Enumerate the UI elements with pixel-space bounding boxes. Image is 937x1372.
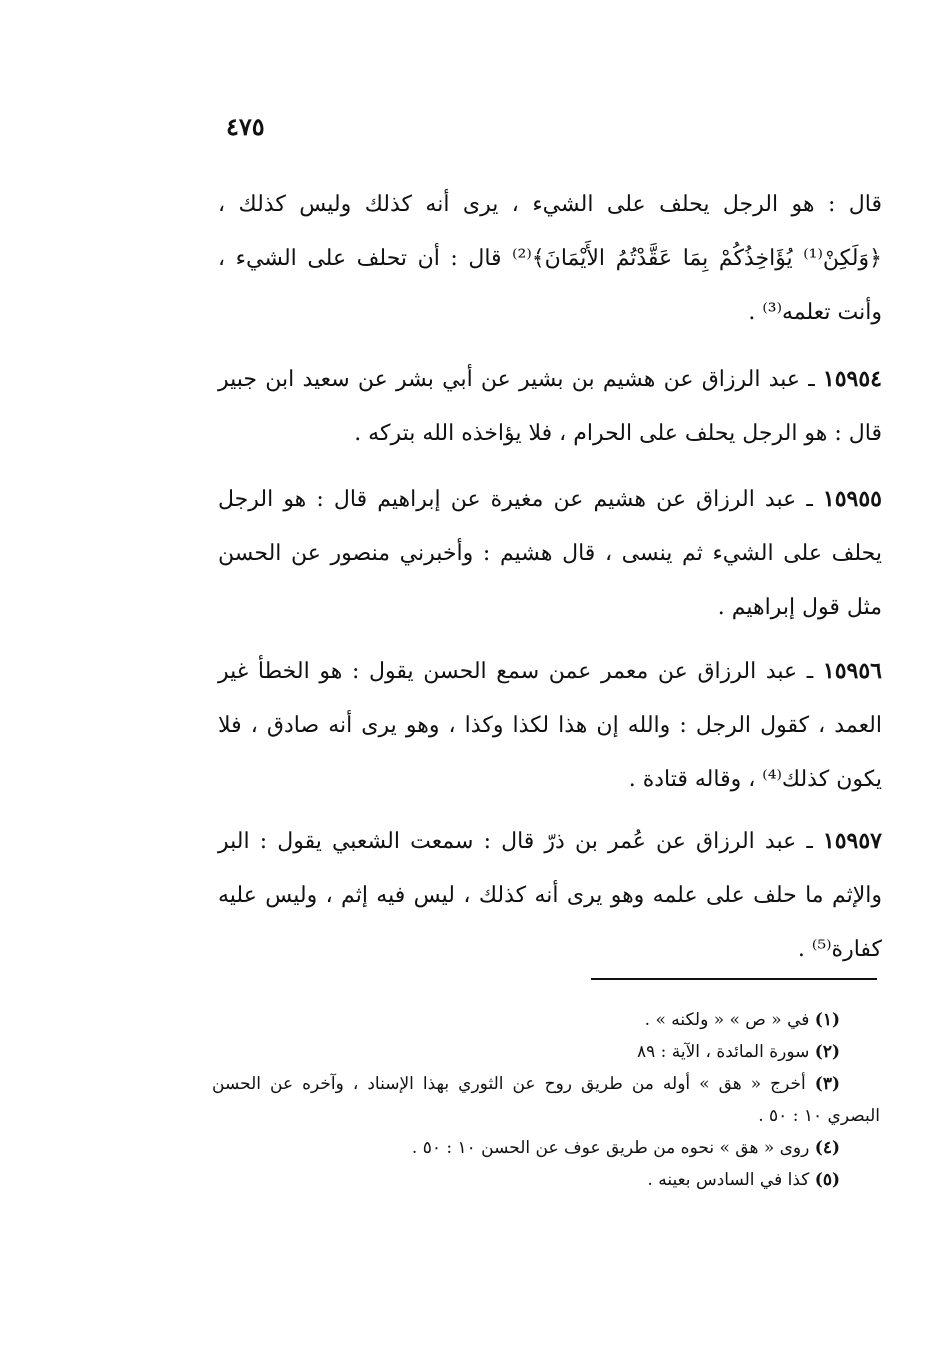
footnote-divider [591, 978, 877, 980]
footnote-text: سورة المائدة ، الآية : ٨٩ [636, 1042, 815, 1062]
hadith-entry-15954 [218, 352, 882, 461]
footnote-label: (٣) [814, 1074, 840, 1094]
footnote-label: (١) [814, 1010, 840, 1030]
footnote-text: في « ص » « ولكنه » . [644, 1010, 815, 1030]
footnotes [212, 1004, 880, 1196]
footnote-label: (٢) [814, 1042, 840, 1062]
entry-number: ١٥٩٥٤ [822, 366, 882, 392]
entry-text: ـ عبد الرزاق عن هشيم عن مغيرة عن إبراهيم قال : هو الرجل يحلف على الشيء ثم ينسى ، قال هشيم : وأخبرني منصور عن الحسن مثل قول إبراهيم . [218, 487, 882, 620]
hadith-entry-15957 [218, 814, 882, 977]
entry-number: ١٥٩٥٧ [822, 828, 882, 854]
footnote-2 [212, 1036, 880, 1068]
footnote-text: أخرج « هق » أوله من طريق روح عن الثوري بهذا الإسناد ، وآخره عن الحسن البصري ١٠ : ٥٠ . [212, 1074, 880, 1126]
intro-paragraph: قال : هو الرجل يحلف على الشيء ، يرى أنه كذلك وليس كذلك ، ﴿وَلَكِنْ⁽¹⁾ يُؤَاخِذُكُمْ بِمَا عَقَّدْتُمُ الأَيْمَانَ﴾⁽²⁾ قال : أن تحلف على الشيء ، وأنت تعلمه⁽³⁾ . [218, 192, 882, 325]
footnote-3 [212, 1068, 880, 1132]
footnote-label: (٥) [814, 1170, 840, 1190]
footnote-1 [212, 1004, 880, 1036]
footnote-5 [212, 1164, 880, 1196]
footnote-text: كذا في السادس بعينه . [647, 1170, 815, 1190]
entry-number: ١٥٩٥٥ [822, 486, 882, 512]
page-number: ٤٧٥ [226, 112, 265, 141]
entry-text: ـ عبد الرزاق عن هشيم بن بشير عن أبي بشر عن سعيد ابن جبير قال : هو الرجل يحلف على الحرام ، فلا يؤاخذه الله بتركه . [218, 367, 882, 446]
hadith-entry-15955 [218, 472, 882, 635]
entry-number: ١٥٩٥٦ [822, 658, 882, 684]
entry-text: ـ عبد الرزاق عن عُمر بن ذرّ قال : سمعت الشعبي يقول : البر والإثم ما حلف على علمه وهو يرى أنه كذلك ، ليس فيه إثم ، وليس عليه كفارة⁽⁵⁾ . [218, 829, 882, 962]
footnote-4 [212, 1132, 880, 1164]
hadith-entry-15956 [218, 644, 882, 807]
entry-text: ـ عبد الرزاق عن معمر عمن سمع الحسن يقول : هو الخطأ غير العمد ، كقول الرجل : والله إن هذا لكذا وكذا ، وهو يرى أنه صادق ، فلا يكون كذلك⁽⁴⁾ ، وقاله قتادة . [218, 659, 882, 792]
footnote-label: (٤) [814, 1138, 840, 1158]
footnote-text: روى « هق » نحوه من طريق عوف عن الحسن ١٠ : ٥٠ . [411, 1138, 815, 1158]
